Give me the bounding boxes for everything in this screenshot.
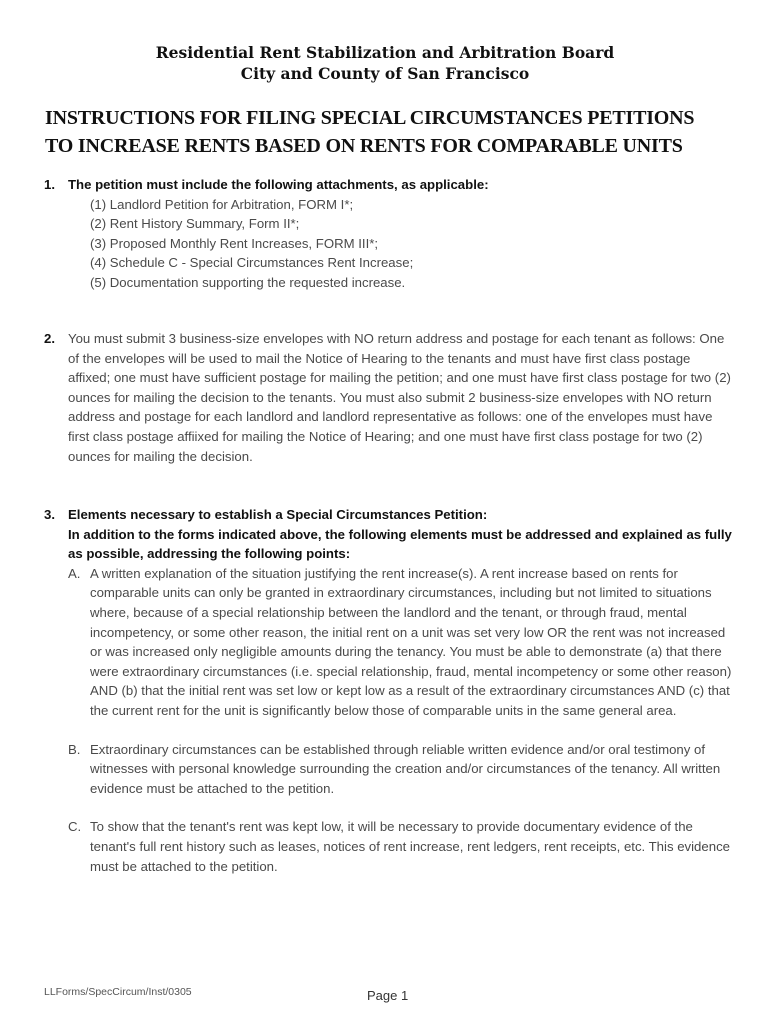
element-letter: C.	[68, 819, 82, 835]
attachment-item: (3) Proposed Monthly Rent Increases, FORM III*;	[90, 235, 379, 251]
section-3-elements	[44, 505, 734, 876]
section-1-number: 1.	[44, 177, 55, 192]
document-title	[45, 104, 745, 160]
element-item-a	[68, 564, 734, 721]
element-item-b	[68, 740, 734, 799]
attachment-list	[90, 195, 734, 293]
attachment-item: (2) Rent History Summary, Form II*;	[90, 216, 300, 232]
page-number: Page 1	[367, 988, 409, 1003]
section-1-heading: The petition must include the following attachments, as applicable:	[68, 177, 489, 192]
section-1-attachments	[44, 175, 734, 293]
attachment-item: (4) Schedule C - Special Circumstances Rent Increase;	[90, 255, 414, 271]
document-title-line-1: INSTRUCTIONS FOR FILING SPECIAL CIRCUMSTANCES PETITIONS	[45, 107, 695, 129]
agency-jurisdiction: City and County of San Francisco	[240, 64, 530, 83]
attachment-item: (1) Landlord Petition for Arbitration, FORM I*;	[90, 196, 354, 212]
agency-header	[0, 42, 770, 84]
section-2-envelopes	[44, 329, 734, 466]
element-item-c	[68, 817, 734, 876]
section-3-number: 3.	[44, 507, 55, 522]
element-letter: A.	[68, 565, 81, 581]
form-code: LLForms/SpecCircum/Inst/0305	[44, 986, 192, 998]
section-3-intro: In addition to the forms indicated above, the following elements must be addressed and explained as fully as possible, addressing the following points:	[68, 526, 732, 562]
element-text: To show that the tenant's rent was kept low, it will be necessary to provide documentary evidence of the tenant's full rent history such as leases, notices of rent increase, rent ledgers, rent receipts, etc. This evidence must be attached to the petition.	[90, 819, 730, 874]
section-2-text: You must submit 3 business-size envelopes with NO return address and postage for each tenant as follows: One of the envelopes will be used to mail the Notice of Hearing to the tenants and must have first class postage affixed; one must have sufficient postage for mailing the petition; and one must have first class postage for two (2) ounces for mailing the decision to the tenants. You must also submit 2 business-size envelopes with NO return address and postage for each landlord and landlord representative as follows: one of the envelopes must have first class postage affiixed for mailing the Notice of Hearing; and one must have first class postage for two (2) ounces for mailing the decision.	[68, 331, 731, 464]
document-title-line-2: TO INCREASE RENTS BASED ON RENTS FOR COMPARABLE UNITS	[45, 135, 683, 157]
section-3-heading: Elements necessary to establish a Special Circumstances Petition:	[68, 507, 488, 522]
element-text: Extraordinary circumstances can be established through reliable written evidence and/or oral testimony of witnesses with personal knowledge surrounding the creation and/or circumstances of the tenancy. All written evidence must be attached to the petition.	[90, 741, 721, 796]
element-text: A written explanation of the situation justifying the rent increase(s). A rent increase based on rents for comparable units can only be granted in extraordinary circumstances, including but not limited to situations where, because of a special relationship between the landlord and the tenant, or through fraud, mental incompetency, or some other reason, the initial rent on a unit was set very low OR the rent was not increased or was increased only negligible amounts during the tenancy. You must be able to demonstrate (a) that there were extraordinary circumstances (i.e. special relationship, fraud, mental incompetency or some other reason) AND (b) that the initial rent was set low or kept low as a result of the extraordinary circumstances AND (c) that the current rent for the unit is significantly below those of comparable units in the same general area.	[90, 565, 732, 718]
attachment-item: (5) Documentation supporting the requested increase.	[90, 274, 406, 290]
agency-name: Residential Rent Stabilization and Arbitration Board	[155, 43, 615, 62]
element-letter: B.	[68, 741, 81, 757]
section-2-number: 2.	[44, 331, 55, 346]
